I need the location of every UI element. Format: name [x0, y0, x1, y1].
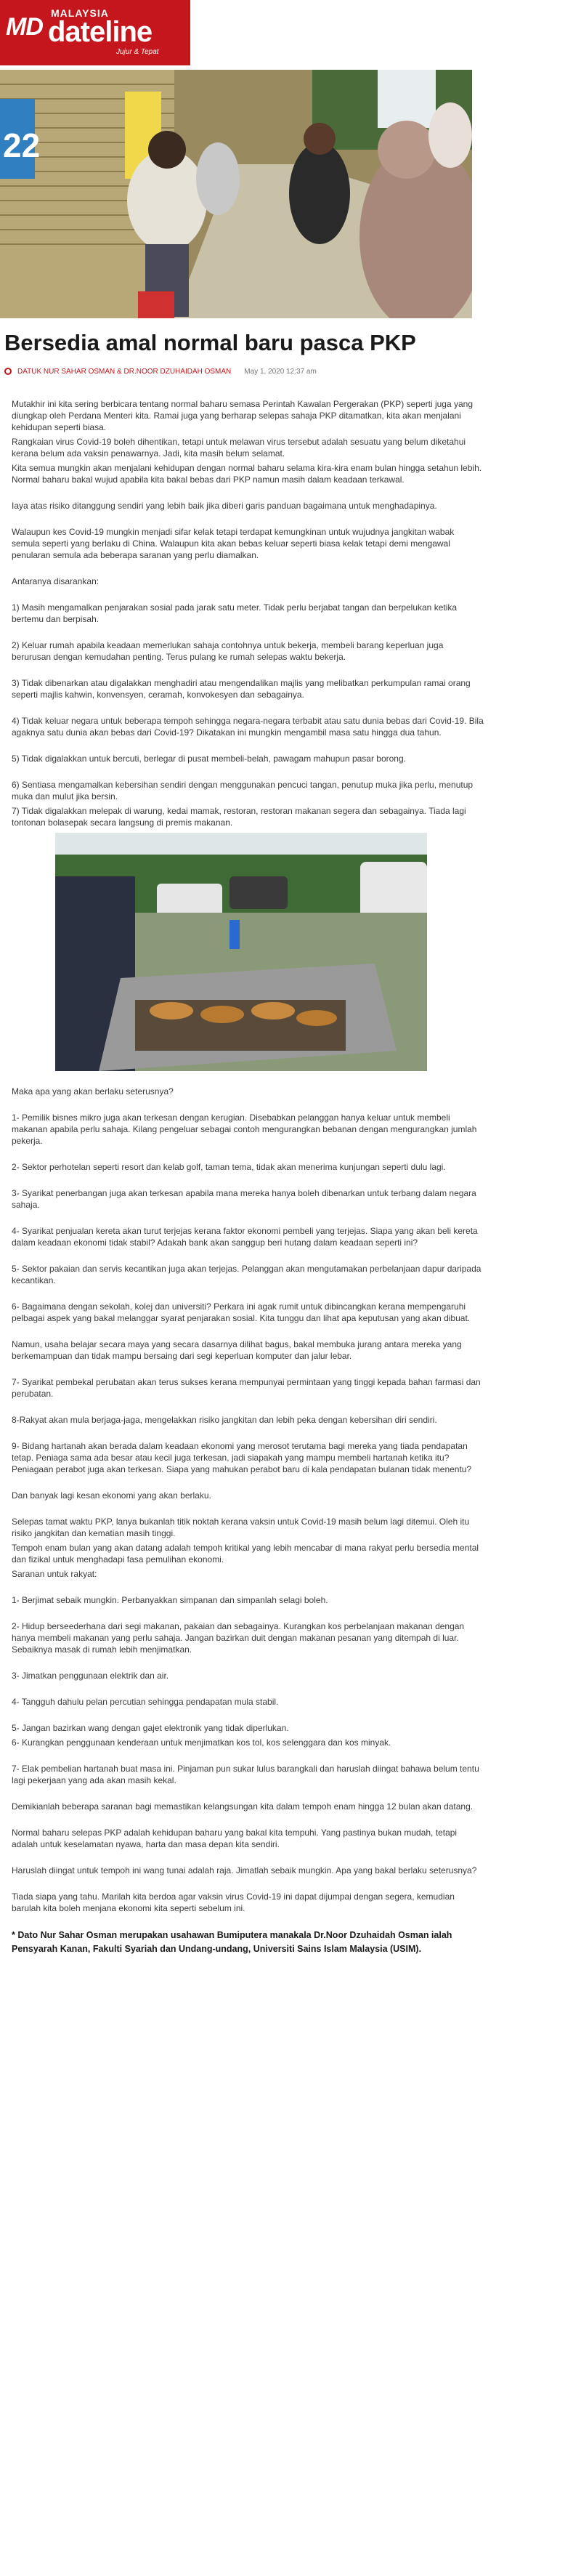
logo-dateline: dateline: [48, 16, 153, 48]
list-item: 6- Bagaimana dengan sekolah, kolej dan universiti? Perkara ini agak rumit untuk dibincangkan kerana mempengaruhi pelbagai aspek yang bakal melanggar syarat penjarakan sosial. Kita tunggu dan lihat apa keputusan yang akan dibuat.: [12, 1301, 471, 1323]
paragraph: Kita semua mungkin akan menjalani kehidupan dengan normal baharu selama kira-kira enam bulan hingga setahun lebih. Normal baharu bakal wujud apabila kita bakal bebas dari PKP namun masih dalam keadaan terkawal.: [12, 463, 482, 485]
list-item: 4- Tangguh dahulu pelan percutian sehingga pendapatan mula stabil.: [12, 1697, 279, 1707]
list-item: 1- Berjimat sebaik mungkin. Perbanyakkan simpanan dan simpanlah selagi boleh.: [12, 1595, 328, 1605]
paragraph: Normal baharu selepas PKP adalah kehidupan baharu yang bakal kita tempuhi. Yang pastinya bukan mudah, tetapi adalah untuk keselamatan nyawa, harta dan masa depan kita sendiri.: [12, 1828, 458, 1849]
list-item: 2- Sektor perhotelan seperti resort dan kelab golf, taman tema, tidak akan menerima kunjungan seperti dulu lagi.: [12, 1162, 446, 1172]
hero-illustration: [0, 70, 472, 318]
list-item: 4- Syarikat penjualan kereta akan turut terjejas kerana faktor ekonomi pembeli yang terjejas. Siapa yang akan beli kereta dalam keadaan ekonomi tidak stabil? Adakah bank akan sanggup beri hutang dalam keadaan seperti ini?: [12, 1226, 478, 1248]
paragraph: Mutakhir ini kita sering berbicara tentang normal baharu semasa Perintah Kawalan Pergerakan (PKP) seperti juga yang diungkap oleh Perdana Menteri kita. Ramai juga yang berharap selepas sahaja PKP ditamatkan, kita akan menjalani kehidupan seperti biasa.: [12, 399, 474, 432]
paragraph: Tempoh enam bulan yang akan datang adalah tempoh kritikal yang lebih mencabar di mana rakyat perlu bersedia mental dan fizikal untuk menghadapi fasa pemulihan ekonomi.: [12, 1543, 479, 1564]
list-item: 4) Tidak keluar negara untuk beberapa tempoh sehingga negara-negara terbabit atau satu dunia bebas dari Covid-19. Bila agaknya satu dunia akan bebas dari Covid-19? Dikatakan ini mungkin mengambil masa satu hingga dua tahun.: [12, 716, 484, 738]
paragraph: Antaranya disarankan:: [12, 576, 99, 586]
article-meta: [4, 366, 317, 377]
list-item: 7- Syarikat pembekal perubatan akan terus sukses kerana mempunyai permintaan yang tinggi kepada bahan farmasi dan perubatan.: [12, 1377, 481, 1399]
author-icon: [4, 368, 12, 375]
svg-text:22: 22: [3, 126, 41, 164]
list-item: 3- Syarikat penerbangan juga akan terkesan apabila mana mereka hanya boleh dibenarkan untuk terbang dalam negara sahaja.: [12, 1188, 476, 1210]
list-item: 9- Bidang hartanah akan berada dalam keadaan ekonomi yang merosot terutama bagi mereka yang tiada pendapatan tetap. Peniaga sama ada besar atau kecil juga terkesan, jadi siapakah yang mampu membeli hartanah ketika itu? Peniagaan perabot juga akan terkesan. Siapa yang mahukan perabot baru di kala pendapatan bulanan tidak menentu?: [12, 1441, 472, 1474]
paragraph: Selepas tamat waktu PKP, lanya bukanlah titik noktah kerana vaksin untuk Covid-19 masih belum lagi ditemui. Oleh itu risiko jangkitan dan kematian masih tinggi.: [12, 1517, 470, 1538]
paragraph: Haruslah diingat untuk tempoh ini wang tunai adalah raja. Jimatlah sebaik mungkin. Apa yang bakal berlaku seterusnya?: [12, 1865, 477, 1876]
paragraph: Walaupun kes Covid-19 mungkin menjadi sifar kelak tetapi terdapat kemungkinan untuk wujudnya jangkitan wabak semula seperti yang berlaku di China. Walaupun kita akan bebas keluar seperti biasa kelak tetapi demi mengawal penularan semula ada beberapa saranan yang perlu diamalkan.: [12, 527, 455, 560]
list-item: 2) Keluar rumah apabila keadaan memerlukan sahaja contohnya untuk bekerja, membeli barang keperluan juga berurusan dengan kemudahan penting. Terus pulang ke rumah selepas waktu bekerja.: [12, 640, 444, 662]
paragraph: Iaya atas risiko ditanggung sendiri yang lebih baik jika diberi garis panduan bagaimana untuk menghadapinya.: [12, 501, 437, 511]
article-body: [12, 398, 484, 1971]
list-item: 8-Rakyat akan mula berjaga-jaga, mengelakkan risiko jangkitan dan lebih peka dengan kebersihan diri sendiri.: [12, 1415, 437, 1425]
list-item: 2- Hidup berseederhana dari segi makanan, pakaian dan sebagainya. Kurangkan kos perbelanjaan makanan dengan hanya membeli makanan yang perlu sahaja. Jangan bazirkan duit dengan makanan pesanan yang ditempah di luar. Sebaiknya masak di rumah lebih menjimatkan.: [12, 1621, 465, 1655]
paragraph: Rangkaian virus Covid-19 boleh dihentikan, tetapi untuk melawan virus tersebut adalah sesuatu yang belum diketahui kerana belum ada vaksin penawarnya. Jadi, kita masih belum selamat.: [12, 437, 466, 459]
site-logo[interactable]: [0, 0, 190, 65]
list-item: 1- Pemilik bisnes mikro juga akan terkesan dengan kerugian. Disebabkan pelanggan hanya keluar untuk membeli makanan apabila perlu sahaja. Kilang pengeluar sebagai contoh mengurangkan bebanan dengan mengurangkan jumlah pekerja.: [12, 1113, 477, 1146]
paragraph: Demikianlah beberapa saranan bagi memastikan kelangsungan kita dalam tempoh enam hingga 12 bulan akan datang.: [12, 1801, 474, 1812]
list-item: 7- Elak pembelian hartanah buat masa ini. Pinjaman pun sukar lulus barangkali dan haruslah diingat bahawa belum tentu lagi pekerjaan yang ada akan masih kekal.: [12, 1764, 479, 1785]
paragraph: Dan banyak lagi kesan ekonomi yang akan berlaku.: [12, 1490, 211, 1501]
article-title: Bersedia amal normal baru pasca PKP: [4, 330, 416, 355]
paragraph: Namun, usaha belajar secara maya yang secara dasarnya dilihat bagus, bakal membuka jurang antara mereka yang berkemampuan dan tidak mampu bersaing dari segi keperluan komputer dan jalur lebar.: [12, 1339, 462, 1361]
list-item: 5) Tidak digalakkan untuk bercuti, berlegar di pusat membeli-belah, pawagam mahupun pasar borong.: [12, 754, 406, 764]
food-stall-illustration: [55, 833, 427, 1071]
article-author-link[interactable]: DATUK NUR SAHAR OSMAN & DR.NOOR DZUHAIDAH OSMAN: [17, 367, 232, 376]
paragraph: Saranan untuk rakyat:: [12, 1569, 97, 1579]
list-item: 3) Tidak dibenarkan atau digalakkan menghadiri atau mengendalikan majlis yang melibatkan perkumpulan ramai orang seperti majlis kahwin, konvensyen, ceramah, konvokesyen dan sebagainya.: [12, 678, 471, 700]
list-item: 3- Jimatkan penggunaan elektrik dan air.: [12, 1671, 169, 1681]
paragraph: Maka apa yang akan berlaku seterusnya?: [12, 1086, 174, 1097]
list-item: 6- Kurangkan penggunaan kenderaan untuk menjimatkan kos tol, kos selenggara dan kos minyak.: [12, 1737, 391, 1748]
list-item: 7) Tidak digalakkan melepak di warung, kedai mamak, restoran, restoran makanan segera dan sebagainya. Tiada lagi tontonan bolasepak secara langsung di premis makanan.: [12, 806, 466, 828]
logo-tagline: Jujur & Tepat: [116, 48, 159, 56]
logo-malaysia: MALAYSIA: [51, 7, 109, 19]
article-photo: [55, 833, 427, 1071]
list-item: 6) Sentiasa mengamalkan kebersihan sendiri dengan menggunakan pencuci tangan, penutup muka jika perlu, menutup muka dan mulut jika bersin.: [12, 780, 474, 802]
list-item: 5- Sektor pakaian dan servis kecantikan juga akan terjejas. Pelanggan akan mengutamakan perbelanjaan dapur daripada kecantikan.: [12, 1264, 482, 1285]
list-item: 5- Jangan bazirkan wang dengan gajet elektronik yang tidak diperlukan.: [12, 1723, 289, 1733]
logo-md: MD: [6, 13, 43, 41]
hero-image: [0, 70, 472, 318]
author-footnote: * Dato Nur Sahar Osman merupakan usahawan Bumiputera manakala Dr.Noor Dzuhaidah Osman ialah Pensyarah Kanan, Fakulti Syariah dan Undang-undang, Universiti Sains Islam Malaysia (USIM).: [12, 1930, 452, 1954]
article-date: May 1, 2020 12:37 am: [244, 367, 317, 376]
paragraph: Tiada siapa yang tahu. Marilah kita berdoa agar vaksin virus Covid-19 ini dapat dijumpai dengan segera, kemudian barulah kita boleh menjana ekonomi kita seperti sebelum ini.: [12, 1891, 455, 1913]
list-item: 1) Masih mengamalkan penjarakan sosial pada jarak satu meter. Tidak perlu berjabat tangan dan berpelukan ketika bertemu dan berpisah.: [12, 602, 458, 624]
